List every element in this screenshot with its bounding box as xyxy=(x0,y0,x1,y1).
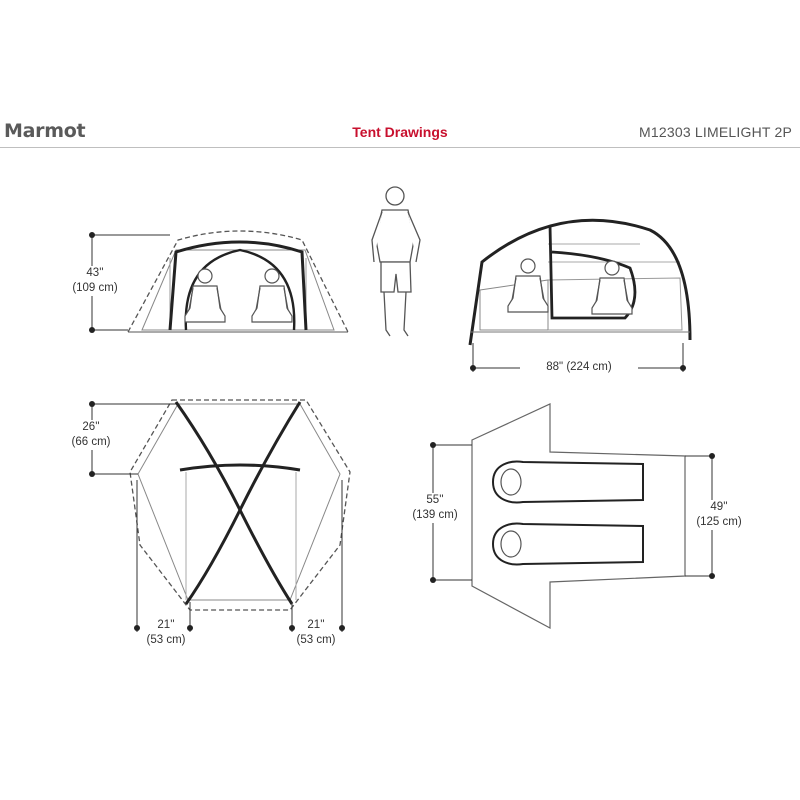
foot-width-dimension-label xyxy=(686,500,752,530)
length-dimension-label: 88" (224 cm) xyxy=(520,360,638,375)
page-title: Tent Drawings xyxy=(352,124,448,140)
head-width-in: 55'' xyxy=(426,494,444,506)
right-side-dimension-label xyxy=(288,618,344,648)
left-side-cm: (53 cm) xyxy=(146,634,186,646)
left-side-dimension-label xyxy=(138,618,194,648)
right-side-in: 21'' xyxy=(307,619,325,631)
vestibule-dimension-label xyxy=(56,420,126,450)
brand-logo: Marmot xyxy=(4,120,86,142)
height-dimension-label xyxy=(60,266,130,296)
side-view xyxy=(470,220,690,372)
floor-plan xyxy=(430,404,715,628)
left-side-in: 21'' xyxy=(157,619,175,631)
height-in: 43'' xyxy=(86,267,104,279)
human-scale-figure xyxy=(372,187,420,336)
foot-width-cm: (125 cm) xyxy=(696,516,742,528)
vestibule-cm: (66 cm) xyxy=(71,436,111,448)
top-view xyxy=(89,400,350,632)
vestibule-in: 26'' xyxy=(82,421,100,433)
head-width-cm: (139 cm) xyxy=(412,509,458,521)
right-side-cm: (53 cm) xyxy=(296,634,336,646)
height-cm: (109 cm) xyxy=(72,282,118,294)
head-width-dimension-label xyxy=(400,493,470,523)
model-label: M12303 LIMELIGHT 2P xyxy=(639,124,792,140)
foot-width-in: 49'' xyxy=(710,501,728,513)
